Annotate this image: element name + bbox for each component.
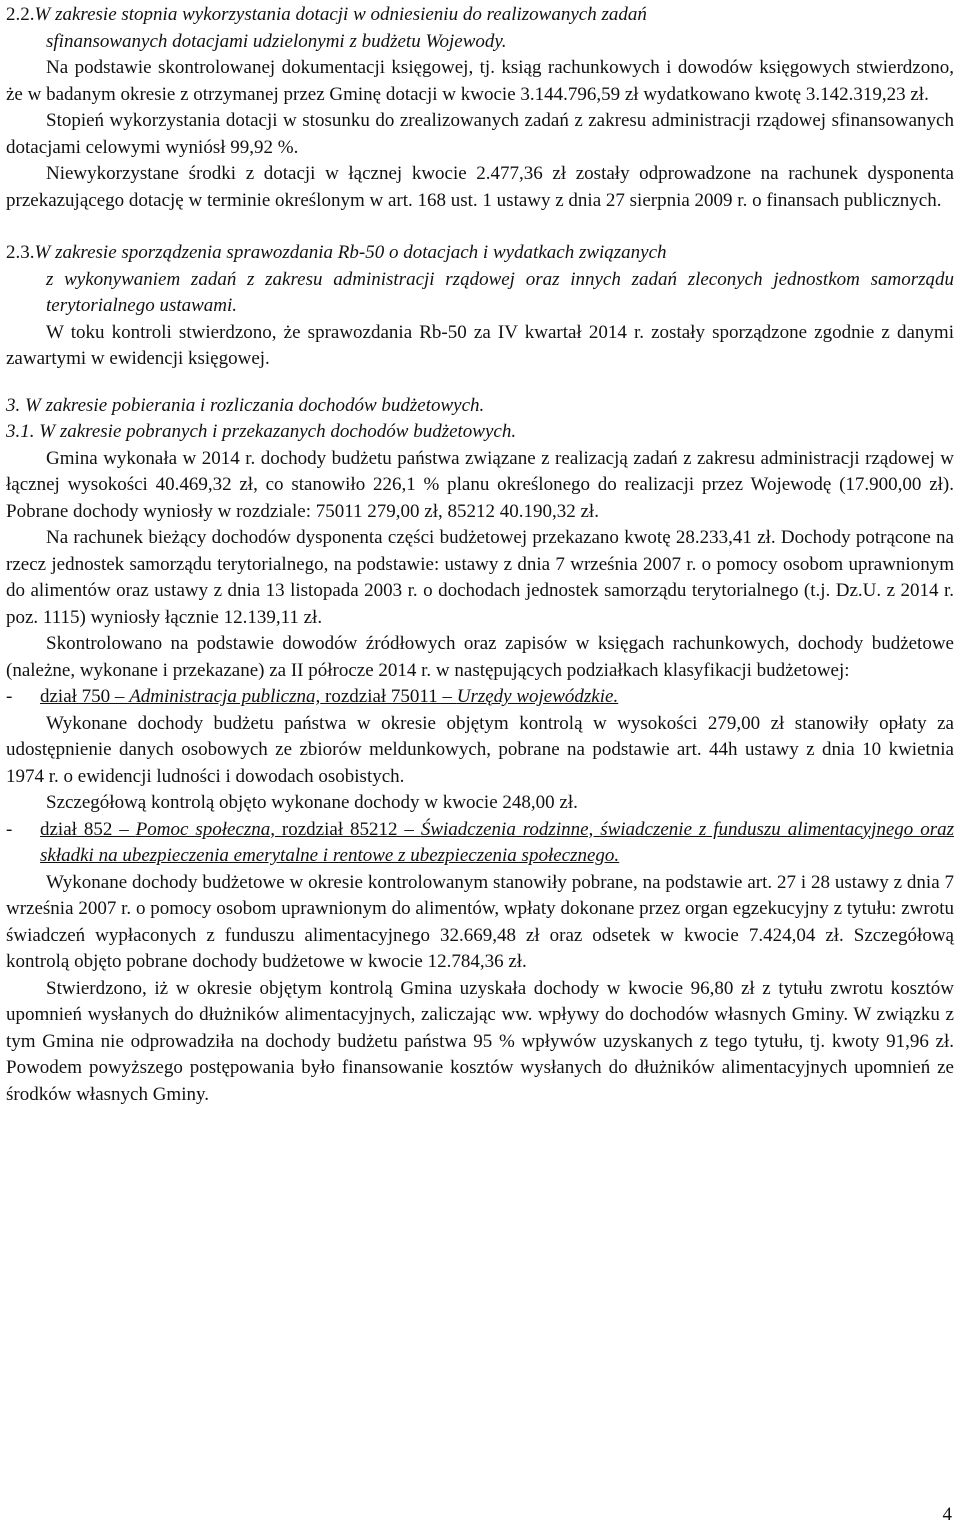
bullet-dzial-750-part-c: rozdział 75011 – [320, 686, 457, 707]
section-2-3-paragraph-1: W toku kontroli stwierdzono, że sprawozdania Rb-50 za IV kwartał 2014 r. zostały sporządzone zgodnie z danymi zawartymi w ewidencji księgowej. [6, 321, 954, 369]
bullet-dzial-750-part-b: Administracja publiczna, [129, 686, 321, 707]
page-number: 4 [942, 1504, 952, 1525]
section-2-3-title-rest: z wykonywaniem zadań z zakresu administracji rządowej oraz innych zadań zleconych jednostkom samorządu terytorialnego ustawami. [46, 268, 954, 316]
bullet-dzial-852-part-a: dział 852 – [40, 818, 136, 840]
section-3-1-heading: 3.1. W zakresie pobranych i przekazanych dochodów budżetowych. [6, 421, 517, 442]
section-3-paragraph-5: Szczegółową kontrolą objęto wykonane dochody w kwocie 248,00 zł. [46, 792, 578, 813]
bullet-dzial-750 [6, 684, 954, 711]
section-2-2-paragraph-3: Niewykorzystane środki z dotacji w łącznej kwocie 2.477,36 zł zostały odprowadzone na rachunek dysponenta przekazującego dotację w terminie określonym w art. 168 ust. 1 ustawy z dnia 27 sierpnia 2009 r. o finansach publicznych. [6, 163, 954, 211]
bullet-dzial-852-part-d: Świadczenia rodzinne, świadczenie z funduszu alimentacyjnego oraz składki na ubezpieczenia emerytalne i rentowe z ubezpieczenia społecznego. [40, 818, 954, 866]
section-2-2-title-line2: sfinansowanych dotacjami udzielonymi z budżetu Wojewody. [46, 30, 507, 52]
section-3-paragraph-7: Stwierdzono, iż w okresie objętym kontrolą Gmina uzyskała dochody w kwocie 96,80 zł z tytułu zwrotu kosztów upomnień wysłanych do dłużników alimentacyjnych, zaliczając ww. wpływy do dochodów własnych Gminy. W związku z tym Gmina nie odprowadziła na dochody budżetu państwa 95 % wpływów uzyskanych z tego tytułu, tj. kwoty 91,96 zł. Powodem powyższego postępowania było finansowanie kosztów wysłanych do dłużników alimentacyjnych upomnień ze środków własnych Gminy. [6, 977, 954, 1105]
section-2-2-paragraph-2: Stopień wykorzystania dotacji w stosunku do zrealizowanych zadań z zakresu administracji rządowej sfinansowanych dotacjami celowymi wyniósł 99,92 %. [6, 110, 954, 158]
bullet-dzial-852 [6, 817, 954, 870]
section-2-2-number: 2.2. [6, 4, 35, 25]
bullet-dzial-750-part-a: dział 750 – [40, 686, 130, 707]
bullet-dzial-750-part-d: Urzędy wojewódzkie. [456, 686, 619, 707]
section-2-3-title-line1: W zakresie sporządzenia sprawozdania Rb-50 o dotacjach i wydatkach związanych [34, 242, 667, 263]
section-2-2-title-line1: W zakresie stopnia wykorzystania dotacji w odniesieniu do realizowanych zadań [34, 4, 647, 25]
section-3-paragraph-1: Gmina wykonała w 2014 r. dochody budżetu państwa związane z realizacją zadań z zakresu administracji rządowej w łącznej wysokości 40.469,32 zł, co stanowiło 226,1 % planu określonego do realizacji przez Wojewodę (17.900,00 zł). Pobrane dochody wyniosły w rozdziale: 75011 279,00 zł, 85212 40.190,32 zł. [6, 447, 954, 522]
section-3-heading: 3. W zakresie pobierania i rozliczania dochodów budżetowych. [6, 394, 485, 416]
bullet-dash: - [6, 686, 13, 707]
section-2-2-heading [6, 2, 954, 29]
bullet-dash: - [6, 818, 13, 840]
section-3-paragraph-4: Wykonane dochody budżetu państwa w okresie objętym kontrolą w wysokości 279,00 zł stanowiły opłaty za udostępnienie danych osobowych ze zbiorów meldunkowych, pobrane na podstawie art. 44h ustawy z dnia 10 kwietnia 1974 r. o ewidencji ludności i dowodach osobistych. [6, 712, 954, 787]
bullet-dzial-852-text [40, 817, 954, 870]
section-2-3-heading [6, 240, 954, 320]
section-2-3-number: 2.3. [6, 242, 35, 263]
section-2-2-paragraph-1: Na podstawie skontrolowanej dokumentacji księgowej, tj. ksiąg rachunkowych i dowodów księgowych stwierdzono, że w badanym okresie z otrzymanej przez Gminę dotacji w kwocie 3.144.796,59 zł wydatkowano kwotę 3.142.319,23 zł. [6, 57, 954, 105]
section-3-paragraph-6: Wykonane dochody budżetowe w okresie kontrolowanym stanowiły pobrane, na podstawie art. 27 i 28 ustawy z dnia 7 września 2007 r. o pomocy osobom uprawnionym do alimentów, wpłaty dokonane przez organ egzekucyjny z tytułu: zwrotu świadczeń wypłaconych z funduszu alimentacyjnego 32.669,48 zł oraz odsetek w kwocie 7.424,04 zł. Szczegółową kontrolą objęto pobrane dochody budżetowe w kwocie 12.784,36 zł. [6, 871, 954, 972]
section-3-paragraph-2: Na rachunek bieżący dochodów dysponenta części budżetowej przekazano kwotę 28.233,41 zł. Dochody potrącone na rzecz jednostek samorządu terytorialnego, na podstawie: ustawy z dnia 7 września 2007 r. o pomocy osobom uprawnionym do alimentów oraz ustawy z dnia 13 listopada 2003 r. o dochodach jednostek samorządu terytorialnego (t.j. Dz.U. z 2014 r. poz. 1115) wyniosły łącznie 12.139,11 zł. [6, 527, 954, 628]
bullet-dzial-750-text [40, 684, 954, 711]
bullet-dzial-852-part-b: Pomoc społeczna, [135, 818, 276, 840]
section-3-paragraph-3: Skontrolowano na podstawie dowodów źródłowych oraz zapisów w księgach rachunkowych, dochody budżetowe (należne, wykonane i przekazane) za II półrocze 2014 r. w następujących podziałkach klasyfikacji budżetowej: [6, 633, 954, 681]
bullet-dzial-852-part-c: rozdział 85212 – [275, 818, 421, 840]
